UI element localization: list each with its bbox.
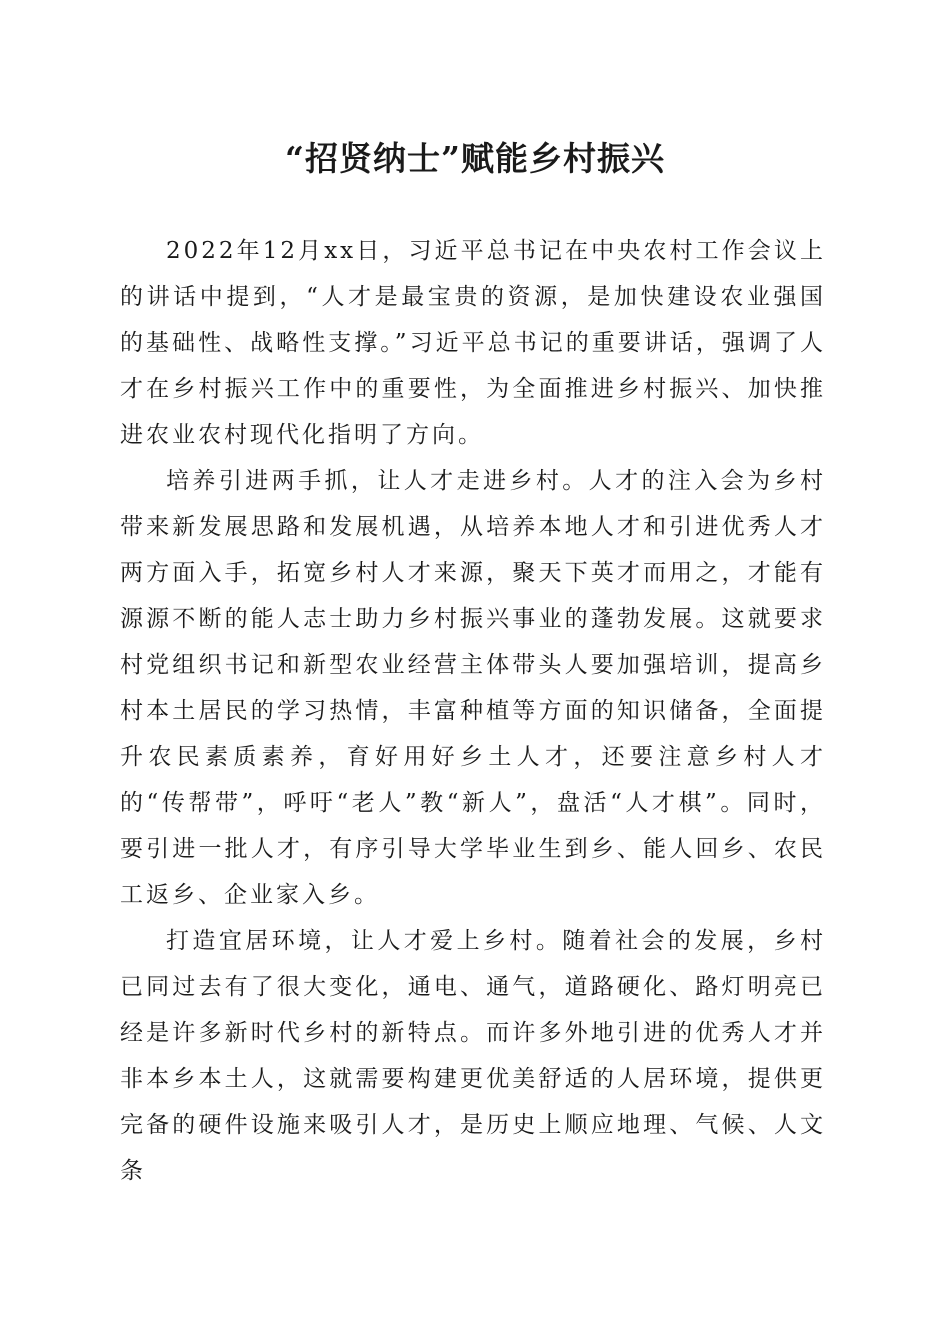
paragraph-talent-cultivation: 培养引进两手抓，让人才走进乡村。人才的注入会为乡村带来新发展思路和发展机遇，从培养本地人才和引进优秀人才两方面入手，拓宽乡村人才来源，聚天下英才而用之，才能有源源不断的能人志士助力乡村振兴事业的蓬勃发展。这就要求村党组织书记和新型农业经营主体带头人要加强培训，提高乡村本土居民的学习热情，丰富种植等方面的知识储备，全面提升农民素质素养，育好用好乡土人才，还要注意乡村人才的“传帮带”，呼吁“老人”教“新人”，盘活“人才棋”。同时，要引进一批人才，有序引导大学毕业生到乡、能人回乡、农民工返乡、企业家入乡。 (120, 468, 826, 908)
paragraph-intro: 2022年12月xx日，习近平总书记在中央农村工作会议上的讲话中提到，“人才是最宝贵的资源，是加快建设农业强国的基础性、战略性支撑。”习近平总书记的重要讲话，强调了人才在乡村振兴工作中的重要性，为全面推进乡村振兴、加快推进农业农村现代化指明了方向。 (120, 238, 826, 448)
document-body (120, 228, 826, 1194)
paragraph-living-environment: 打造宜居环境，让人才爱上乡村。随着社会的发展，乡村已同过去有了很大变化，通电、通气，道路硬化、路灯明亮已经是许多新时代乡村的新特点。而许多外地引进的优秀人才并非本乡本土人，这就需要构建更优美舒适的人居环境，提供更完备的硬件设施来吸引人才，是历史上顺应地理、气候、人文条 (120, 928, 826, 1184)
document-title: “招贤纳士”赋能乡村振兴 (285, 139, 665, 178)
